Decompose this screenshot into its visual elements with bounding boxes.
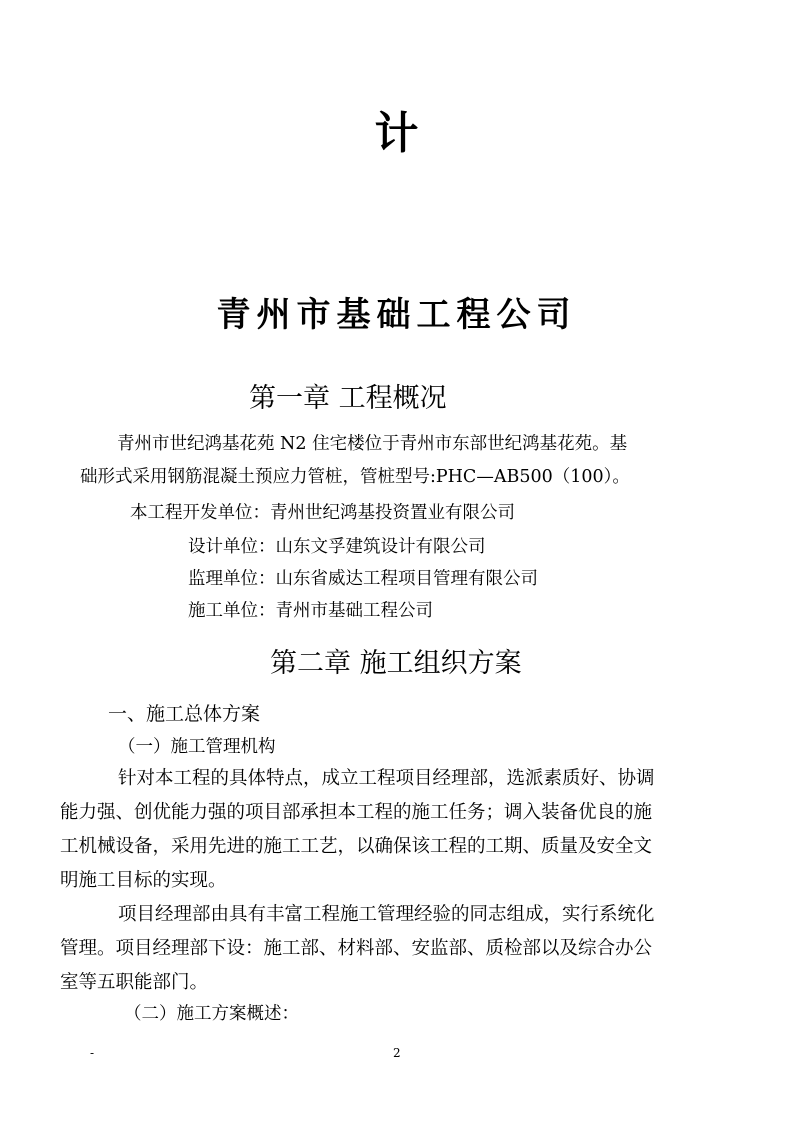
- chapter-1-title: 第一章 工程概况: [249, 383, 447, 414]
- section-1-heading: 一、施工总体方案: [108, 703, 261, 725]
- company-title: 青州市基础工程公司: [216, 295, 577, 335]
- heading-character: 计: [374, 108, 419, 159]
- overview-para-line-2: 础形式采用钢筋混凝土预应力管桩，管桩型号:PHC—AB500（100）。: [80, 467, 630, 487]
- builder-line: 施工单位：青州市基础工程公司: [188, 601, 433, 621]
- department-para-line-1: 项目经理部由具有丰富工程施工管理经验的同志组成，实行系统化: [118, 904, 655, 925]
- supervisor-line: 监理单位：山东省威达工程项目管理有限公司: [188, 569, 538, 589]
- subsection-1-heading: （一）施工管理机构: [118, 737, 276, 757]
- overview-para-line-1: 青州市世纪鸿基花苑 N2 住宅楼位于青州市东部世纪鸿基花苑。基: [117, 434, 628, 454]
- chapter-2-title: 第二章 施工组织方案: [270, 648, 522, 679]
- management-para-line-1: 针对本工程的具体特点，成立工程项目经理部，选派素质好、协调: [118, 768, 655, 789]
- footer-left-mark: -: [90, 1046, 95, 1060]
- page-number: 2: [393, 1046, 401, 1060]
- department-para-line-3: 室等五职能部门。: [60, 972, 209, 993]
- management-para-line-2: 能力强、创优能力强的项目部承担本工程的施工任务；调入装备优良的施: [60, 802, 653, 823]
- management-para-line-4: 明施工目标的实现。: [60, 870, 227, 891]
- developer-line: 本工程开发单位：青州世纪鸿基投资置业有限公司: [130, 503, 515, 523]
- department-para-line-2: 管理。项目经理部下设：施工部、材料部、安监部、质检部以及综合办公: [60, 938, 653, 959]
- management-para-line-3: 工机械设备，采用先进的施工工艺，以确保该工程的工期、质量及安全文: [60, 836, 653, 857]
- designer-line: 设计单位：山东文孚建筑设计有限公司: [188, 537, 486, 557]
- subsection-2-heading: （二）施工方案概述：: [124, 1004, 299, 1024]
